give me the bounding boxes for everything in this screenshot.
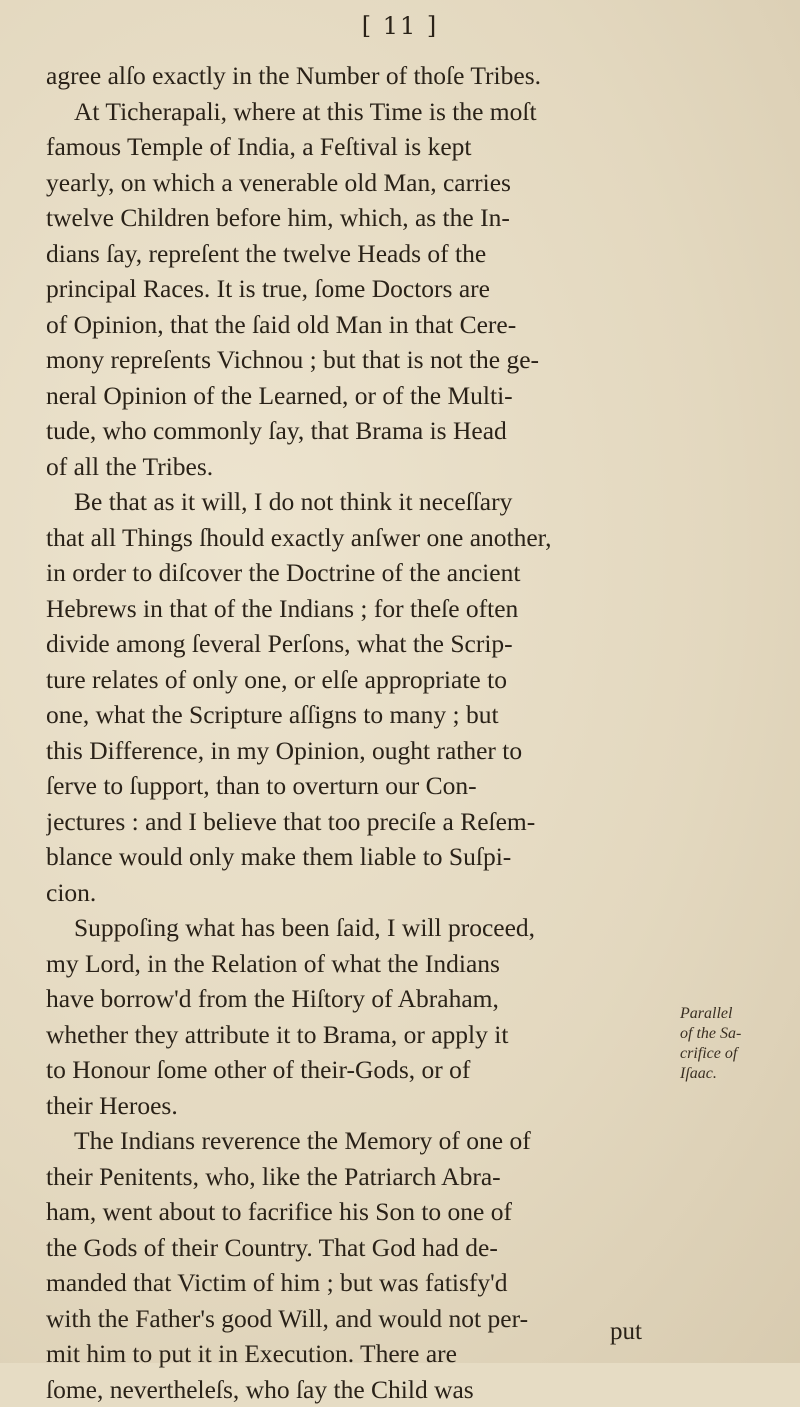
margin-note-line: Parallel — [680, 1004, 798, 1024]
text-line: jectures : and I believe that too preciſe a Reſem- — [46, 804, 746, 840]
text-line: divide among ſeveral Perſons, what the Scrip- — [46, 626, 746, 662]
text-line: their Heroes. — [46, 1088, 746, 1124]
text-line: to Honour ſome other of their-Gods, or of — [46, 1052, 746, 1088]
margin-note-line: of the Sa- — [680, 1024, 798, 1044]
text-line: mony repreſents Vichnou ; but that is not the ge- — [46, 342, 746, 378]
text-line: ſome, nevertheleſs, who ſay the Child was — [46, 1372, 746, 1407]
text-line: of Opinion, that the ſaid old Man in that Cere- — [46, 307, 746, 343]
text-line: mit him to put it in Execution. There are — [46, 1336, 746, 1372]
text-line: the Gods of their Country. That God had de- — [46, 1230, 746, 1266]
margin-note — [680, 1004, 798, 1084]
text-line: cion. — [46, 875, 746, 911]
text-line: my Lord, in the Relation of what the Indians — [46, 946, 746, 982]
text-line: twelve Children before him, which, as the In- — [46, 200, 746, 236]
text-line: in order to diſcover the Doctrine of the ancient — [46, 555, 746, 591]
text-line: neral Opinion of the Learned, or of the Multi- — [46, 378, 746, 414]
text-line: At Ticherapali, where at this Time is the moſt — [46, 94, 746, 130]
text-line: Suppoſing what has been ſaid, I will proceed, — [46, 910, 746, 946]
text-line: that all Things ſhould exactly anſwer one another, — [46, 520, 746, 556]
text-line: Hebrews in that of the Indians ; for theſe often — [46, 591, 746, 627]
text-line: their Penitents, who, like the Patriarch Abra- — [46, 1159, 746, 1195]
text-line: dians ſay, repreſent the twelve Heads of the — [46, 236, 746, 272]
body-text — [46, 58, 746, 1407]
catchword: put — [610, 1318, 642, 1346]
text-line: have borrow'd from the Hiſtory of Abraham, — [46, 981, 746, 1017]
text-line: manded that Victim of him ; but was fatisfy'd — [46, 1265, 746, 1301]
text-line: blance would only make them liable to Suſpi- — [46, 839, 746, 875]
text-line: The Indians reverence the Memory of one of — [46, 1123, 746, 1159]
text-line: one, what the Scripture aſſigns to many ; but — [46, 697, 746, 733]
text-line: ham, went about to facrifice his Son to one of — [46, 1194, 746, 1230]
text-line: agree alſo exactly in the Number of thoſe Tribes. — [46, 58, 746, 94]
text-line: of all the Tribes. — [46, 449, 746, 485]
text-line: with the Father's good Will, and would not per- — [46, 1301, 746, 1337]
text-line: this Difference, in my Opinion, ought rather to — [46, 733, 746, 769]
page-number-header: [ 11 ] — [0, 12, 800, 40]
text-line: Be that as it will, I do not think it neceſſary — [46, 484, 746, 520]
margin-note-line: Iſaac. — [680, 1064, 798, 1084]
margin-note-line: crifice of — [680, 1044, 798, 1064]
text-line: famous Temple of India, a Feſtival is kept — [46, 129, 746, 165]
text-line: tude, who commonly ſay, that Brama is Head — [46, 413, 746, 449]
text-line: yearly, on which a venerable old Man, carries — [46, 165, 746, 201]
text-line: whether they attribute it to Brama, or apply it — [46, 1017, 746, 1053]
text-line: ture relates of only one, or elſe appropriate to — [46, 662, 746, 698]
text-line: ſerve to ſupport, than to overturn our Con- — [46, 768, 746, 804]
text-line: principal Races. It is true, ſome Doctors are — [46, 271, 746, 307]
